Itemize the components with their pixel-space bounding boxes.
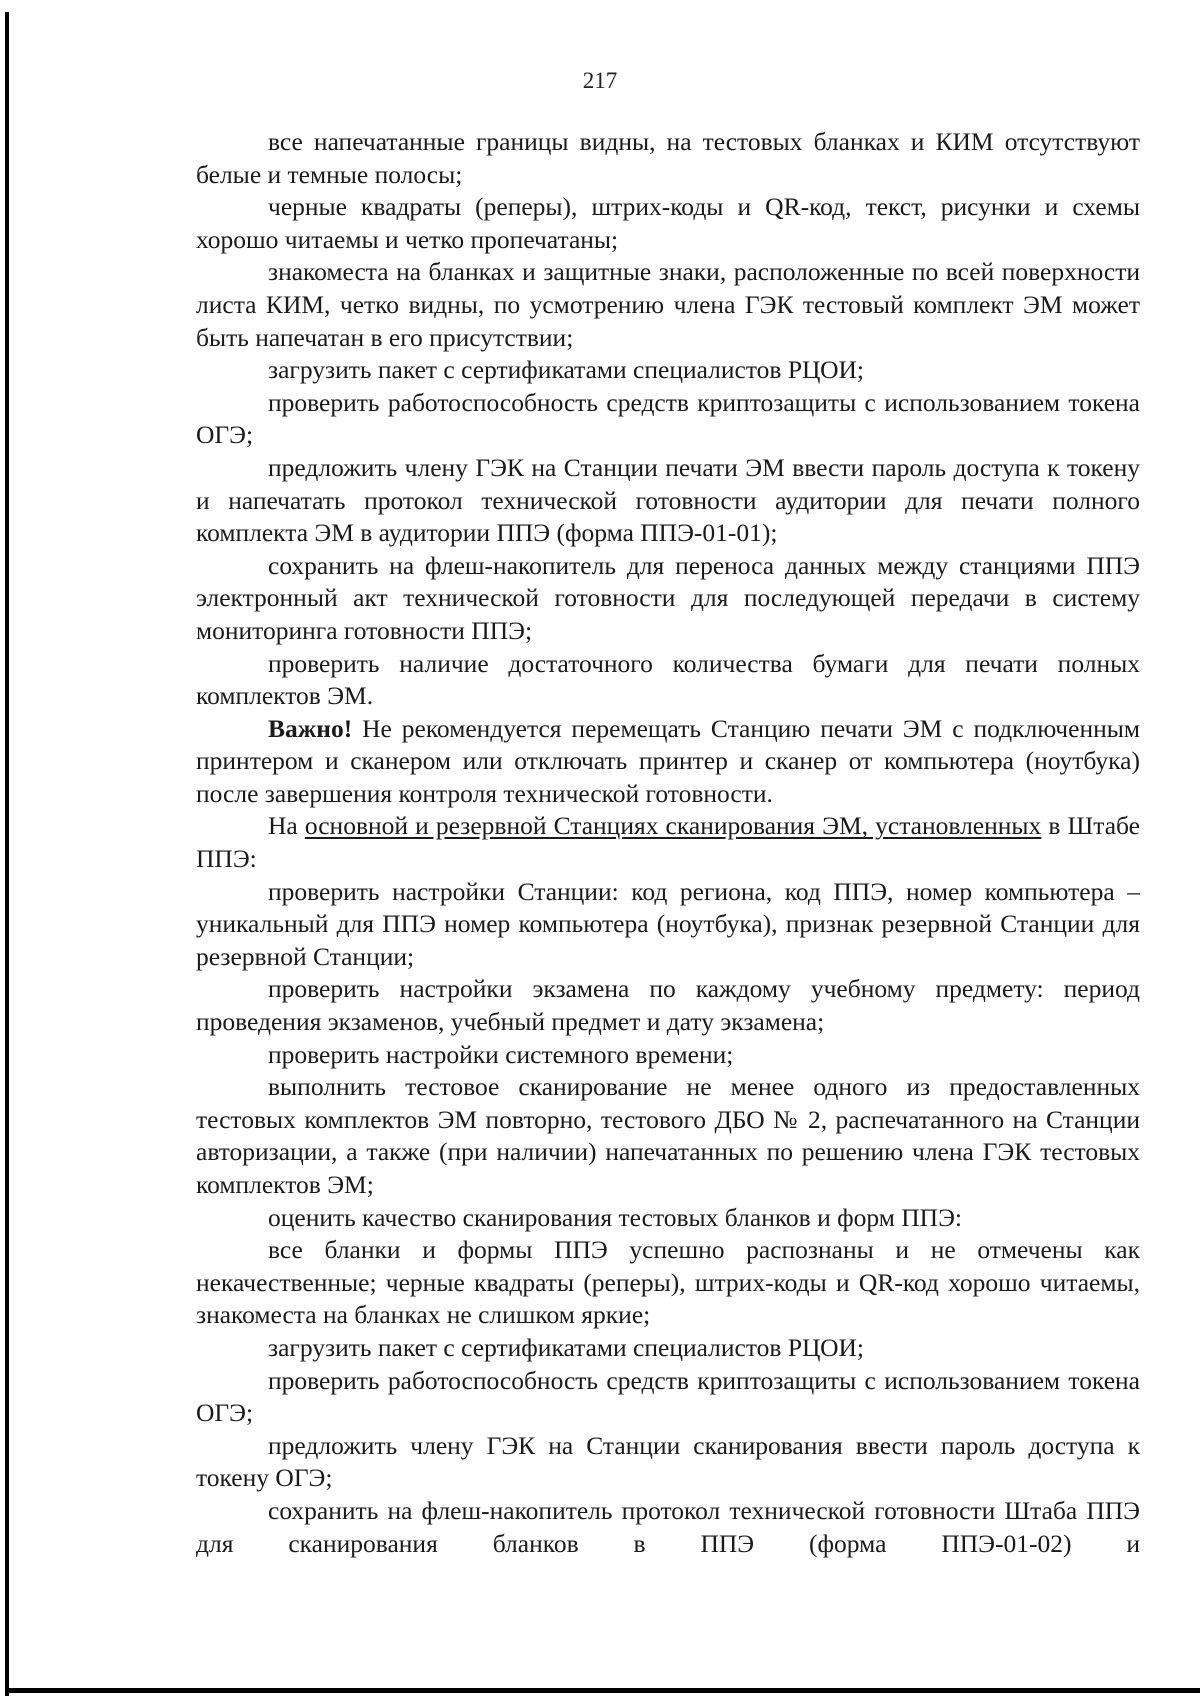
paragraph: загрузить пакет с сертификатами специалистов РЦОИ;	[268, 355, 865, 385]
scan-border-bottom	[5, 1688, 1200, 1693]
paragraph: все бланки и формы ППЭ успешно распознаны и не отмечены как некачественные; черные квадраты (реперы), штрих-коды и QR-код хорошо читаемы, знакоместа на бланках не слишком яркие;	[196, 1235, 1140, 1330]
paragraph: проверить работоспособность средств криптозащиты с использованием токена ОГЭ;	[196, 1365, 1140, 1428]
paragraph: предложить члену ГЭК на Станции печати ЭМ ввести пароль доступа к токену и напечатать протокол технической готовности аудитории для печати полного комплекта ЭМ в аудитории ППЭ (форма ППЭ-01-01);	[196, 452, 1140, 548]
paragraph: проверить настройки системного времени;	[268, 1039, 734, 1069]
page-number: 217	[582, 68, 618, 93]
important-label: Важно!	[268, 713, 353, 743]
paragraph: проверить настройки экзамена по каждому учебному предмету: период проведения экзаменов, учебный предмет и дату экзамена;	[196, 974, 1140, 1037]
paragraph: сохранить на флеш-накопитель протокол технической готовности Штаба ППЭ для сканирования бланков в ППЭ (форма ППЭ-01-02) и	[196, 1495, 1140, 1558]
paragraph: предложить члену ГЭК на Станции сканирования ввести пароль доступа к токену ОГЭ;	[196, 1430, 1140, 1493]
paragraph: выполнить тестовое сканирование не менее одного из предоставленных тестовых комплектов ЭМ повторно, тестового ДБО № 2, распечатанного на Станции авторизации, а также (при наличии) напечатанных по решению члена ГЭК тестовых комплектов ЭМ;	[196, 1072, 1140, 1199]
scanning-stations-heading: На основной и резервной Станциях сканирования ЭМ, установленных в Штабе ППЭ:	[196, 811, 1140, 874]
paragraph: черные квадраты (реперы), штрих-коды и QR-код, текст, рисунки и схемы хорошо читаемы и четко пропечатаны;	[196, 192, 1140, 254]
paragraph: проверить работоспособность средств криптозащиты с использованием токена ОГЭ;	[196, 387, 1140, 450]
important-note-paragraph: Важно! Не рекомендуется перемещать Станцию печати ЭМ с подключенным принтером и сканером или отключать принтер и сканер от компьютера (ноутбука) после завершения контроля технической готовности.	[196, 713, 1140, 808]
paragraph: все напечатанные границы видны, на тестовых бланках и КИМ отсутствуют белые и темные полосы;	[196, 127, 1140, 189]
underlined-phrase: основной и резервной Станциях сканирования ЭМ, установленных	[304, 811, 1042, 841]
scan-border-left	[5, 12, 9, 1696]
paragraph: загрузить пакет с сертификатами специалистов РЦОИ;	[268, 1332, 865, 1362]
paragraph: знакоместа на бланках и защитные знаки, расположенные по всей поверхности листа КИМ, четко видны, по усмотрению члена ГЭК тестовый комплект ЭМ может быть напечатан в его присутствии;	[196, 257, 1140, 352]
paragraph: сохранить на флеш-накопитель для переноса данных между станциями ППЭ электронный акт технической готовности для последующей передачи в систему мониторинга готовности ППЭ;	[196, 550, 1140, 645]
paragraph: проверить наличие достаточного количества бумаги для печати полных комплектов ЭМ.	[196, 648, 1140, 711]
paragraph: проверить настройки Станции: код региона, код ППЭ, номер компьютера – уникальный для ППЭ номер компьютера (ноутбука), признак резервной Станции для резервной Станции;	[196, 876, 1140, 971]
paragraph: оценить качество сканирования тестовых бланков и форм ППЭ:	[268, 1202, 963, 1232]
body-text	[196, 126, 1140, 1560]
